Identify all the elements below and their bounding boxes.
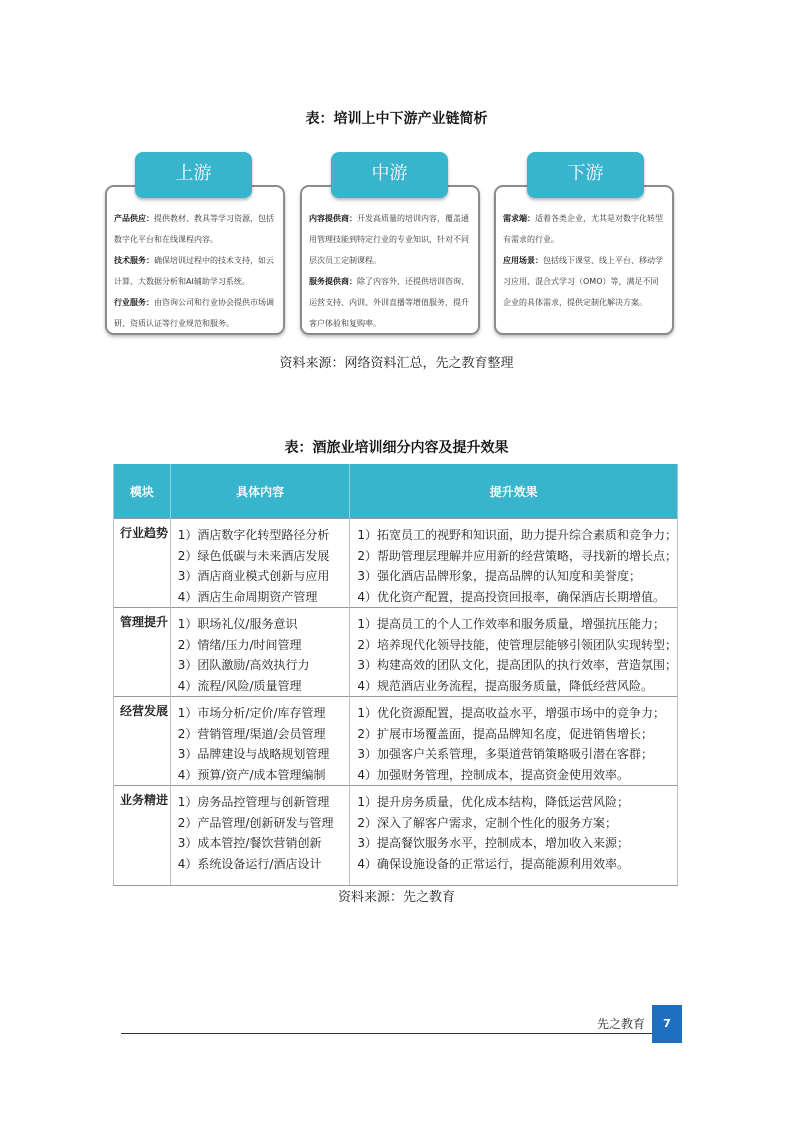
effect-line: 3）构建高效的团队文化，提高团队的执行效率，营造氛围； [357,658,677,672]
effect-line: 4）确保设施设备的正常运行，提高能源利用效率。 [357,856,629,871]
upstream-header: 上游 [135,152,252,198]
table-source: 资料来源：先之教育 [337,890,455,905]
item-label: 产品供应： [114,214,154,223]
row-effect [350,697,678,786]
item-text: 除了内容外，还提供培训咨询、运营支持、内训、外训直播等增值服务，提升客户体验和复购率。 [309,277,469,328]
item-label: 需求端： [503,214,535,223]
row-effect [350,786,678,886]
effect-line: 3）提高餐饮服务水平，控制成本，增加收入来源； [357,836,629,850]
midstream-header: 中游 [331,152,448,198]
row-effect [350,519,678,608]
row-content [170,608,350,697]
upstream-body [114,208,277,334]
header-module: 模块 [114,464,171,519]
table-row [114,786,678,886]
midstream-body [309,208,472,334]
effect-line: 4）优化资产配置，提高投资回报率，确保酒店长期增值。 [357,589,665,604]
item-label: 内容提供商： [309,214,357,223]
effect-line: 3）强化酒店品牌形象，提高品牌的认知度和美誉度； [357,569,641,583]
effect-line: 2）培养现代化领导技能，使管理层能够引领团队实现转型； [357,637,677,652]
content-line: 2）情绪/压力/时间管理 [177,637,302,652]
item-label: 服务提供商： [309,277,357,286]
effect-line: 3）加强客户关系管理，多渠道营销策略吸引潜在客群； [357,747,653,761]
row-module: 经营发展 [114,697,171,786]
row-module: 行业趋势 [114,519,171,608]
upstream-item [114,250,277,292]
content-line: 3）品牌建设与战略规划管理 [177,747,330,761]
downstream-item [503,250,666,313]
table-row [114,608,678,697]
effect-line: 2）扩展市场覆盖面，提高品牌知名度，促进销售增长； [357,726,653,741]
footer-divider [121,1033,652,1034]
item-label: 技术服务： [114,256,154,265]
downstream-header: 下游 [527,152,644,198]
training-table [113,464,678,886]
effect-line: 4）规范酒店业务流程，提高服务质量，降低经营风险。 [357,678,653,693]
effect-line: 1）提高员工的个人工作效率和服务质量，增强抗压能力； [357,617,665,631]
effect-line: 1）优化资源配置，提高收益水平，增强市场中的竞争力； [357,706,665,720]
item-text: 开发高质量的培训内容，覆盖通用管理技能到特定行业的专业知识，针对不同层次员工定制课程。 [309,214,469,265]
row-content [170,519,350,608]
effect-line: 4）加强财务管理，控制成本，提高资金使用效率。 [357,767,629,782]
content-line: 2）产品管理/创新研发与管理 [177,815,334,830]
upstream-card [105,185,285,335]
item-text: 确保培训过程中的技术支持，如云计算、大数据分析和AI辅助学习系统。 [114,256,274,286]
item-text: 由咨询公司和行业协会提供市场调研、资质认证等行业规范和服务。 [114,298,274,328]
downstream-item [503,208,666,250]
content-line: 4）系统设备运行/酒店设计 [177,856,322,871]
row-module: 业务精进 [114,786,171,886]
content-line: 1）市场分析/定价/库存管理 [177,706,326,720]
content-line: 1）房务品控管理与创新管理 [177,795,330,809]
content-line: 1）酒店数字化转型路径分析 [177,528,330,542]
effect-line: 1）提升房务质量，优化成本结构，降低运营风险； [357,795,629,809]
upstream-item [114,292,277,334]
content-line: 3）酒店商业模式创新与应用 [177,569,330,583]
midstream-item [309,208,472,271]
upstream-item [114,208,277,250]
downstream-card [494,185,674,335]
content-line: 1）职场礼仪/服务意识 [177,617,298,631]
content-line: 3）团队激励/高效执行力 [177,658,310,672]
row-content [170,786,350,886]
table-row [114,519,678,608]
content-line: 2）营销管理/渠道/会员管理 [177,726,326,741]
chain-title: 表：培训上中下游产业链简析 [305,111,488,127]
midstream-item [309,271,472,334]
row-module: 管理提升 [114,608,171,697]
table-row [114,697,678,786]
effect-line: 2）深入了解客户需求，定制个性化的服务方案； [357,815,617,830]
midstream-card [300,185,480,335]
chain-source: 资料来源：网络资料汇总，先之教育整理 [279,356,514,371]
row-content [170,697,350,786]
effect-line: 1）拓宽员工的视野和知识面，助力提升综合素质和竞争力； [357,528,677,542]
page-number: 7 [652,1005,682,1043]
table-header-row [114,464,678,519]
table-title: 表：酒旅业培训细分内容及提升效果 [284,440,509,456]
content-line: 4）酒店生命周期资产管理 [177,589,318,604]
item-text: 包括线下课堂、线上平台、移动学习应用、混合式学习（OMO）等，满足不同企业的具体需求，提供定制化解决方案。 [503,256,663,307]
item-text: 提供教材、教具等学习资源，包括数字化平台和在线课程内容。 [114,214,274,244]
content-line: 2）绿色低碳与未来酒店发展 [177,548,330,563]
content-line: 4）流程/风险/质量管理 [177,678,302,693]
item-label: 应用场景： [503,256,543,265]
item-label: 行业服务： [114,298,154,307]
downstream-body [503,208,666,313]
effect-line: 2）帮助管理层理解并应用新的经营策略，寻找新的增长点； [357,548,677,563]
content-line: 3）成本管控/餐饮营销创新 [177,836,322,850]
content-line: 4）预算/资产/成本管理编制 [177,767,326,782]
row-effect [350,608,678,697]
footer-brand: 先之教育 [597,1017,646,1031]
header-effect: 提升效果 [350,464,678,519]
item-text: 适着各类企业，尤其是对数字化转型有需求的行业。 [503,214,663,244]
header-content: 具体内容 [170,464,350,519]
